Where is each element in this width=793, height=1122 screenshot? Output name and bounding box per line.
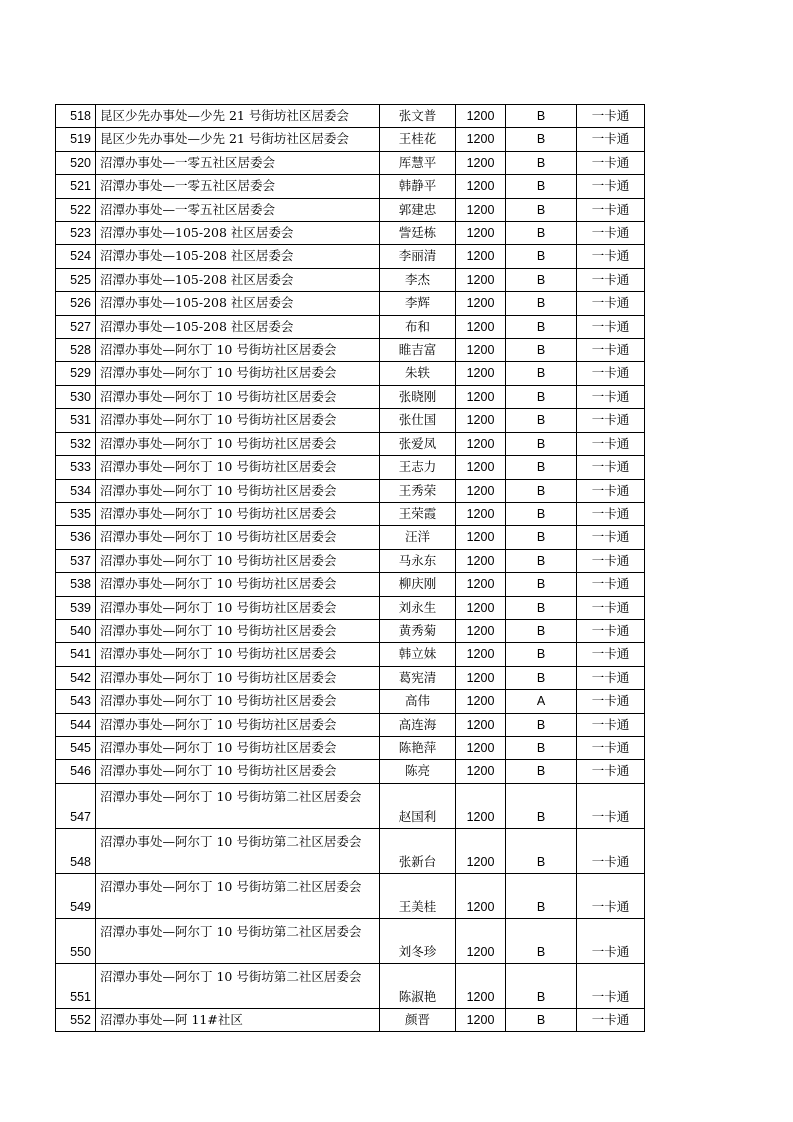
- organization-cell: 沼潭办事处—105-208 社区居委会: [96, 292, 380, 315]
- amount-cell: 1200: [456, 596, 506, 619]
- table-row: [56, 643, 645, 666]
- row-number-cell: 520: [56, 151, 96, 174]
- payment-method-cell: 一卡通: [577, 268, 645, 291]
- organization-cell: 沼潭办事处—阿尔丁 10 号街坊第二社区居委会: [96, 918, 380, 963]
- payment-method-cell: 一卡通: [577, 151, 645, 174]
- amount-cell: 1200: [456, 222, 506, 245]
- payment-method-cell: 一卡通: [577, 198, 645, 221]
- table-row: [56, 690, 645, 713]
- table-row: [56, 549, 645, 572]
- payment-method-cell: 一卡通: [577, 736, 645, 759]
- amount-cell: 1200: [456, 549, 506, 572]
- level-cell: B: [506, 456, 577, 479]
- row-number-cell: 522: [56, 198, 96, 221]
- row-number-cell: 543: [56, 690, 96, 713]
- level-cell: B: [506, 713, 577, 736]
- payment-method-cell: 一卡通: [577, 175, 645, 198]
- organization-cell: 沼潭办事处—阿尔丁 10 号街坊社区居委会: [96, 666, 380, 689]
- amount-cell: 1200: [456, 643, 506, 666]
- organization-cell: 沼潭办事处—阿尔丁 10 号街坊社区居委会: [96, 456, 380, 479]
- table-row: [56, 222, 645, 245]
- table-row: [56, 268, 645, 291]
- table-row: [56, 526, 645, 549]
- row-number-cell: 536: [56, 526, 96, 549]
- person-name-cell: 葛宪清: [380, 666, 456, 689]
- person-name-cell: 王荣霞: [380, 502, 456, 525]
- person-name-cell: 王志力: [380, 456, 456, 479]
- organization-cell: 沼潭办事处—阿尔丁 10 号街坊社区居委会: [96, 502, 380, 525]
- table-row: [56, 105, 645, 128]
- person-name-cell: 韩静平: [380, 175, 456, 198]
- row-number-cell: 549: [56, 873, 96, 918]
- person-name-cell: 张爱凤: [380, 432, 456, 455]
- organization-cell: 沼潭办事处—105-208 社区居委会: [96, 245, 380, 268]
- payment-method-cell: 一卡通: [577, 596, 645, 619]
- organization-cell: 沼潭办事处—阿尔丁 10 号街坊社区居委会: [96, 432, 380, 455]
- row-number-cell: 527: [56, 315, 96, 338]
- payment-method-cell: 一卡通: [577, 643, 645, 666]
- table-body: [56, 105, 645, 1032]
- row-number-cell: 540: [56, 619, 96, 642]
- organization-cell: 沼潭办事处—阿尔丁 10 号街坊第二社区居委会: [96, 783, 380, 828]
- person-name-cell: 张新台: [380, 828, 456, 873]
- row-number-cell: 526: [56, 292, 96, 315]
- row-number-cell: 550: [56, 918, 96, 963]
- person-name-cell: 韩立妹: [380, 643, 456, 666]
- person-name-cell: 訾廷栋: [380, 222, 456, 245]
- person-name-cell: 李杰: [380, 268, 456, 291]
- table-row: [56, 666, 645, 689]
- person-name-cell: 马永东: [380, 549, 456, 572]
- level-cell: B: [506, 339, 577, 362]
- table-row: [56, 432, 645, 455]
- level-cell: B: [506, 1008, 577, 1031]
- amount-cell: 1200: [456, 315, 506, 338]
- amount-cell: 1200: [456, 128, 506, 151]
- level-cell: B: [506, 268, 577, 291]
- person-name-cell: 赵国利: [380, 783, 456, 828]
- row-number-cell: 535: [56, 502, 96, 525]
- payment-method-cell: 一卡通: [577, 918, 645, 963]
- level-cell: B: [506, 151, 577, 174]
- row-number-cell: 524: [56, 245, 96, 268]
- person-name-cell: 刘冬珍: [380, 918, 456, 963]
- table-row: [56, 918, 645, 963]
- organization-cell: 沼潭办事处—阿尔丁 10 号街坊社区居委会: [96, 409, 380, 432]
- level-cell: B: [506, 222, 577, 245]
- table-row: [56, 619, 645, 642]
- table-row: [56, 828, 645, 873]
- table-row: [56, 245, 645, 268]
- organization-cell: 沼潭办事处—一零五社区居委会: [96, 175, 380, 198]
- payment-method-cell: 一卡通: [577, 245, 645, 268]
- amount-cell: 1200: [456, 502, 506, 525]
- organization-cell: 沼潭办事处—阿尔丁 10 号街坊第二社区居委会: [96, 963, 380, 1008]
- recipient-table: [55, 104, 645, 1032]
- amount-cell: 1200: [456, 619, 506, 642]
- table-row: [56, 385, 645, 408]
- payment-method-cell: 一卡通: [577, 690, 645, 713]
- row-number-cell: 518: [56, 105, 96, 128]
- amount-cell: 1200: [456, 1008, 506, 1031]
- organization-cell: 沼潭办事处—一零五社区居委会: [96, 198, 380, 221]
- amount-cell: 1200: [456, 268, 506, 291]
- person-name-cell: 李辉: [380, 292, 456, 315]
- level-cell: B: [506, 502, 577, 525]
- level-cell: B: [506, 549, 577, 572]
- person-name-cell: 颜晋: [380, 1008, 456, 1031]
- amount-cell: 1200: [456, 105, 506, 128]
- organization-cell: 沼潭办事处—阿尔丁 10 号街坊社区居委会: [96, 339, 380, 362]
- payment-method-cell: 一卡通: [577, 873, 645, 918]
- level-cell: B: [506, 432, 577, 455]
- organization-cell: 沼潭办事处—阿尔丁 10 号街坊社区居委会: [96, 573, 380, 596]
- payment-method-cell: 一卡通: [577, 339, 645, 362]
- payment-method-cell: 一卡通: [577, 409, 645, 432]
- level-cell: A: [506, 690, 577, 713]
- amount-cell: 1200: [456, 573, 506, 596]
- organization-cell: 沼潭办事处—阿尔丁 10 号街坊社区居委会: [96, 479, 380, 502]
- level-cell: B: [506, 245, 577, 268]
- level-cell: B: [506, 362, 577, 385]
- organization-cell: 沼潭办事处—105-208 社区居委会: [96, 315, 380, 338]
- row-number-cell: 528: [56, 339, 96, 362]
- level-cell: B: [506, 128, 577, 151]
- payment-method-cell: 一卡通: [577, 666, 645, 689]
- table-row: [56, 736, 645, 759]
- person-name-cell: 朱轶: [380, 362, 456, 385]
- amount-cell: 1200: [456, 783, 506, 828]
- table-row: [56, 783, 645, 828]
- level-cell: B: [506, 292, 577, 315]
- amount-cell: 1200: [456, 666, 506, 689]
- person-name-cell: 李丽清: [380, 245, 456, 268]
- payment-method-cell: 一卡通: [577, 105, 645, 128]
- amount-cell: 1200: [456, 432, 506, 455]
- person-name-cell: 黄秀菊: [380, 619, 456, 642]
- table-row: [56, 760, 645, 783]
- organization-cell: 沼潭办事处—阿 11#社区: [96, 1008, 380, 1031]
- person-name-cell: 高连海: [380, 713, 456, 736]
- organization-cell: 沼潭办事处—阿尔丁 10 号街坊第二社区居委会: [96, 873, 380, 918]
- amount-cell: 1200: [456, 736, 506, 759]
- row-number-cell: 525: [56, 268, 96, 291]
- level-cell: B: [506, 409, 577, 432]
- payment-method-cell: 一卡通: [577, 292, 645, 315]
- payment-method-cell: 一卡通: [577, 828, 645, 873]
- table-row: [56, 596, 645, 619]
- row-number-cell: 519: [56, 128, 96, 151]
- level-cell: B: [506, 526, 577, 549]
- person-name-cell: 陈淑艳: [380, 963, 456, 1008]
- organization-cell: 沼潭办事处—阿尔丁 10 号街坊第二社区居委会: [96, 828, 380, 873]
- organization-cell: 沼潭办事处—阿尔丁 10 号街坊社区居委会: [96, 362, 380, 385]
- person-name-cell: 王美桂: [380, 873, 456, 918]
- amount-cell: 1200: [456, 828, 506, 873]
- table-row: [56, 873, 645, 918]
- amount-cell: 1200: [456, 339, 506, 362]
- person-name-cell: 柳庆刚: [380, 573, 456, 596]
- table-row: [56, 456, 645, 479]
- row-number-cell: 538: [56, 573, 96, 596]
- payment-method-cell: 一卡通: [577, 713, 645, 736]
- level-cell: B: [506, 105, 577, 128]
- person-name-cell: 汪洋: [380, 526, 456, 549]
- row-number-cell: 537: [56, 549, 96, 572]
- payment-method-cell: 一卡通: [577, 619, 645, 642]
- amount-cell: 1200: [456, 918, 506, 963]
- level-cell: B: [506, 573, 577, 596]
- amount-cell: 1200: [456, 292, 506, 315]
- table-row: [56, 315, 645, 338]
- amount-cell: 1200: [456, 526, 506, 549]
- table-row: [56, 151, 645, 174]
- amount-cell: 1200: [456, 198, 506, 221]
- level-cell: B: [506, 643, 577, 666]
- person-name-cell: 睢吉富: [380, 339, 456, 362]
- payment-method-cell: 一卡通: [577, 362, 645, 385]
- payment-method-cell: 一卡通: [577, 432, 645, 455]
- person-name-cell: 张仕国: [380, 409, 456, 432]
- level-cell: B: [506, 760, 577, 783]
- organization-cell: 沼潭办事处—105-208 社区居委会: [96, 222, 380, 245]
- amount-cell: 1200: [456, 362, 506, 385]
- payment-method-cell: 一卡通: [577, 760, 645, 783]
- payment-method-cell: 一卡通: [577, 963, 645, 1008]
- row-number-cell: 546: [56, 760, 96, 783]
- amount-cell: 1200: [456, 175, 506, 198]
- organization-cell: 沼潭办事处—阿尔丁 10 号街坊社区居委会: [96, 760, 380, 783]
- row-number-cell: 532: [56, 432, 96, 455]
- organization-cell: 沼潭办事处—105-208 社区居委会: [96, 268, 380, 291]
- level-cell: B: [506, 828, 577, 873]
- row-number-cell: 547: [56, 783, 96, 828]
- payment-method-cell: 一卡通: [577, 502, 645, 525]
- payment-method-cell: 一卡通: [577, 549, 645, 572]
- amount-cell: 1200: [456, 479, 506, 502]
- person-name-cell: 张文普: [380, 105, 456, 128]
- table-row: [56, 128, 645, 151]
- person-name-cell: 布和: [380, 315, 456, 338]
- row-number-cell: 544: [56, 713, 96, 736]
- row-number-cell: 521: [56, 175, 96, 198]
- payment-method-cell: 一卡通: [577, 315, 645, 338]
- organization-cell: 沼潭办事处—阿尔丁 10 号街坊社区居委会: [96, 549, 380, 572]
- level-cell: B: [506, 385, 577, 408]
- row-number-cell: 529: [56, 362, 96, 385]
- amount-cell: 1200: [456, 713, 506, 736]
- table-row: [56, 479, 645, 502]
- level-cell: B: [506, 479, 577, 502]
- table-row: [56, 1008, 645, 1031]
- person-name-cell: 郭建忠: [380, 198, 456, 221]
- amount-cell: 1200: [456, 963, 506, 1008]
- payment-method-cell: 一卡通: [577, 385, 645, 408]
- row-number-cell: 552: [56, 1008, 96, 1031]
- payment-method-cell: 一卡通: [577, 1008, 645, 1031]
- organization-cell: 沼潭办事处—阿尔丁 10 号街坊社区居委会: [96, 643, 380, 666]
- amount-cell: 1200: [456, 760, 506, 783]
- level-cell: B: [506, 873, 577, 918]
- row-number-cell: 548: [56, 828, 96, 873]
- row-number-cell: 534: [56, 479, 96, 502]
- organization-cell: 沼潭办事处—阿尔丁 10 号街坊社区居委会: [96, 690, 380, 713]
- table-row: [56, 963, 645, 1008]
- level-cell: B: [506, 596, 577, 619]
- row-number-cell: 523: [56, 222, 96, 245]
- person-name-cell: 王桂花: [380, 128, 456, 151]
- table-row: [56, 292, 645, 315]
- organization-cell: 沼潭办事处—阿尔丁 10 号街坊社区居委会: [96, 713, 380, 736]
- table-row: [56, 409, 645, 432]
- row-number-cell: 533: [56, 456, 96, 479]
- organization-cell: 沼潭办事处—阿尔丁 10 号街坊社区居委会: [96, 736, 380, 759]
- person-name-cell: 陈亮: [380, 760, 456, 783]
- person-name-cell: 厍慧平: [380, 151, 456, 174]
- level-cell: B: [506, 918, 577, 963]
- person-name-cell: 张晓刚: [380, 385, 456, 408]
- table-row: [56, 198, 645, 221]
- amount-cell: 1200: [456, 409, 506, 432]
- level-cell: B: [506, 736, 577, 759]
- level-cell: B: [506, 198, 577, 221]
- organization-cell: 沼潭办事处—一零五社区居委会: [96, 151, 380, 174]
- table-row: [56, 502, 645, 525]
- payment-method-cell: 一卡通: [577, 479, 645, 502]
- payment-method-cell: 一卡通: [577, 128, 645, 151]
- amount-cell: 1200: [456, 385, 506, 408]
- payment-method-cell: 一卡通: [577, 526, 645, 549]
- amount-cell: 1200: [456, 873, 506, 918]
- organization-cell: 沼潭办事处—阿尔丁 10 号街坊社区居委会: [96, 385, 380, 408]
- row-number-cell: 539: [56, 596, 96, 619]
- payment-method-cell: 一卡通: [577, 783, 645, 828]
- person-name-cell: 陈艳萍: [380, 736, 456, 759]
- organization-cell: 沼潭办事处—阿尔丁 10 号街坊社区居委会: [96, 619, 380, 642]
- organization-cell: 昆区少先办事处—少先 21 号街坊社区居委会: [96, 128, 380, 151]
- organization-cell: 沼潭办事处—阿尔丁 10 号街坊社区居委会: [96, 596, 380, 619]
- amount-cell: 1200: [456, 690, 506, 713]
- level-cell: B: [506, 666, 577, 689]
- table-row: [56, 713, 645, 736]
- organization-cell: 昆区少先办事处—少先 21 号街坊社区居委会: [96, 105, 380, 128]
- level-cell: B: [506, 315, 577, 338]
- amount-cell: 1200: [456, 245, 506, 268]
- row-number-cell: 545: [56, 736, 96, 759]
- payment-method-cell: 一卡通: [577, 222, 645, 245]
- table-row: [56, 362, 645, 385]
- level-cell: B: [506, 783, 577, 828]
- table-row: [56, 573, 645, 596]
- payment-method-cell: 一卡通: [577, 456, 645, 479]
- person-name-cell: 王秀荣: [380, 479, 456, 502]
- table-row: [56, 175, 645, 198]
- level-cell: B: [506, 963, 577, 1008]
- row-number-cell: 551: [56, 963, 96, 1008]
- amount-cell: 1200: [456, 456, 506, 479]
- amount-cell: 1200: [456, 151, 506, 174]
- row-number-cell: 530: [56, 385, 96, 408]
- person-name-cell: 刘永生: [380, 596, 456, 619]
- level-cell: B: [506, 175, 577, 198]
- row-number-cell: 541: [56, 643, 96, 666]
- table-row: [56, 339, 645, 362]
- person-name-cell: 高伟: [380, 690, 456, 713]
- level-cell: B: [506, 619, 577, 642]
- row-number-cell: 542: [56, 666, 96, 689]
- row-number-cell: 531: [56, 409, 96, 432]
- organization-cell: 沼潭办事处—阿尔丁 10 号街坊社区居委会: [96, 526, 380, 549]
- payment-method-cell: 一卡通: [577, 573, 645, 596]
